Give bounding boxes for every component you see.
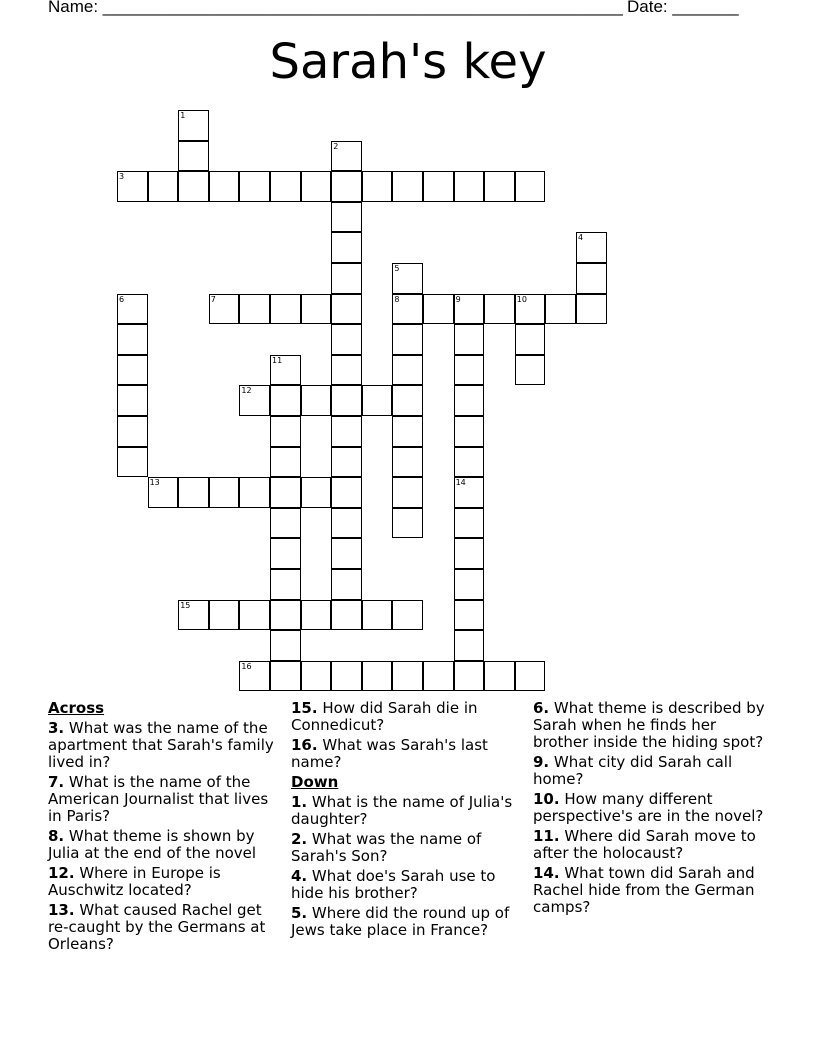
clue-number: 15 (180, 600, 191, 610)
grid-cell[interactable] (270, 508, 301, 539)
clue-text: What was the name of the apartment that Sarah's family lived in? (48, 719, 274, 771)
grid-cell[interactable] (331, 355, 362, 386)
clue-item (533, 754, 773, 788)
grid-cell[interactable] (362, 385, 393, 416)
grid-cell[interactable] (392, 324, 423, 355)
grid-cell[interactable] (178, 600, 209, 631)
clue-number: 11. (533, 827, 560, 845)
clue-number: 8. (48, 827, 65, 845)
grid-cell[interactable] (270, 294, 301, 325)
clue-text: What is the name of Julia's daughter? (291, 793, 513, 828)
grid-cell[interactable] (454, 355, 485, 386)
grid-cell[interactable] (484, 661, 515, 692)
clue-item (48, 720, 283, 771)
grid-cell[interactable] (239, 294, 270, 325)
grid-cell[interactable] (331, 416, 362, 447)
grid-cell[interactable] (178, 141, 209, 172)
grid-cell[interactable] (331, 202, 362, 233)
grid-cell[interactable] (270, 447, 301, 478)
grid-cell[interactable] (454, 600, 485, 631)
clue-item (291, 831, 526, 865)
clue-number: 6 (119, 294, 125, 304)
grid-cell[interactable] (392, 600, 423, 631)
clue-item (291, 700, 526, 734)
clue-number: 4. (291, 867, 308, 885)
grid-cell[interactable] (148, 171, 179, 202)
clue-number: 13. (48, 901, 75, 919)
grid-cell[interactable] (392, 171, 423, 202)
page-title: Sarah's key (269, 34, 547, 90)
clue-number: 9 (455, 294, 461, 304)
grid-cell[interactable] (301, 661, 332, 692)
clue-text: What was Sarah's last name? (291, 736, 488, 771)
grid-cell[interactable] (454, 324, 485, 355)
grid-cell[interactable] (239, 385, 270, 416)
clue-number: 9. (533, 753, 550, 771)
clue-text: What is the name of the American Journalist that lives in Paris? (48, 773, 269, 825)
clue-number: 2. (291, 830, 308, 848)
clue-number: 15. (291, 699, 318, 717)
clue-number: 5. (291, 904, 308, 922)
clue-number: 14. (533, 864, 560, 882)
grid-cell[interactable] (454, 538, 485, 569)
grid-cell[interactable] (301, 385, 332, 416)
grid-cell[interactable] (270, 538, 301, 569)
grid-cell[interactable] (484, 294, 515, 325)
clue-number: 11 (272, 355, 283, 365)
grid-cell[interactable] (454, 477, 485, 508)
name-field[interactable]: Name: _______________________________________________________ (48, 0, 623, 16)
grid-cell[interactable] (392, 508, 423, 539)
grid-cell[interactable] (331, 447, 362, 478)
grid-cell[interactable] (270, 416, 301, 447)
grid-cell[interactable] (423, 171, 454, 202)
grid-cell[interactable] (545, 294, 576, 325)
grid-cell[interactable] (392, 477, 423, 508)
clue-item (48, 902, 283, 953)
grid-cell[interactable] (576, 294, 607, 325)
clue-number: 7. (48, 773, 65, 791)
clue-text: What theme is shown by Julia at the end of the novel (48, 827, 257, 862)
grid-cell[interactable] (270, 385, 301, 416)
grid-cell[interactable] (178, 171, 209, 202)
clue-item (291, 868, 526, 902)
clue-text: Where in Europe is Auschwitz located? (48, 864, 221, 899)
grid-cell[interactable] (117, 355, 148, 386)
grid-cell[interactable] (209, 171, 240, 202)
clue-number: 10. (533, 790, 560, 808)
grid-cell[interactable] (301, 477, 332, 508)
clue-item (48, 774, 283, 825)
grid-cell[interactable] (270, 355, 301, 386)
clue-number: 14 (455, 478, 466, 488)
grid-cell[interactable] (331, 508, 362, 539)
clue-number: 3 (119, 172, 125, 182)
grid-cell[interactable] (331, 263, 362, 294)
date-field[interactable]: Date: _______ (627, 0, 739, 16)
clue-text: How many different perspective's are in the novel? (533, 790, 764, 825)
grid-cell[interactable] (362, 171, 393, 202)
grid-cell[interactable] (515, 294, 546, 325)
grid-cell[interactable] (423, 661, 454, 692)
grid-cell[interactable] (331, 171, 362, 202)
grid-cell[interactable] (392, 294, 423, 325)
grid-cell[interactable] (239, 171, 270, 202)
grid-cell[interactable] (117, 385, 148, 416)
grid-cell[interactable] (270, 171, 301, 202)
grid-cell[interactable] (484, 171, 515, 202)
grid-cell[interactable] (331, 538, 362, 569)
grid-cell[interactable] (454, 508, 485, 539)
grid-cell[interactable] (178, 110, 209, 141)
grid-cell[interactable] (454, 569, 485, 600)
grid-cell[interactable] (239, 477, 270, 508)
grid-cell[interactable] (392, 661, 423, 692)
grid-cell[interactable] (331, 385, 362, 416)
grid-cell[interactable] (392, 263, 423, 294)
clue-item (533, 700, 773, 751)
grid-cell[interactable] (270, 569, 301, 600)
clue-item (533, 828, 773, 862)
clue-number: 5 (394, 264, 400, 273)
grid-cell[interactable] (301, 294, 332, 325)
grid-cell[interactable] (331, 324, 362, 355)
grid-cell[interactable] (515, 324, 546, 355)
grid-cell[interactable] (576, 232, 607, 263)
clue-text: What doe's Sarah use to hide his brother? (291, 867, 496, 902)
clue-item (291, 794, 526, 828)
grid-cell[interactable] (117, 171, 148, 202)
clue-text: Where did Sarah move to after the holocaust? (533, 827, 756, 862)
clues-column-2 (291, 700, 526, 942)
grid-cell[interactable] (362, 600, 393, 631)
grid-cell[interactable] (209, 477, 240, 508)
grid-cell[interactable] (301, 600, 332, 631)
grid-cell[interactable] (270, 600, 301, 631)
grid-cell[interactable] (331, 141, 362, 172)
clue-number: 2 (333, 141, 339, 151)
grid-cell[interactable] (301, 171, 332, 202)
grid-cell[interactable] (270, 661, 301, 692)
grid-cell[interactable] (270, 477, 301, 508)
grid-cell[interactable] (270, 630, 301, 661)
clue-number: 1. (291, 793, 308, 811)
clue-item (533, 791, 773, 825)
clue-item (291, 905, 526, 939)
clue-number: 13 (149, 478, 160, 488)
grid-cell[interactable] (331, 661, 362, 692)
grid-cell[interactable] (423, 294, 454, 325)
grid-cell[interactable] (117, 324, 148, 355)
clue-text: What theme is described by Sarah when he finds her brother inside the hiding spot? (533, 699, 765, 751)
grid-cell[interactable] (117, 416, 148, 447)
clue-text: What city did Sarah call home? (533, 753, 733, 788)
grid-cell[interactable] (454, 447, 485, 478)
clue-number: 3. (48, 719, 65, 737)
grid-cell[interactable] (454, 294, 485, 325)
grid-cell[interactable] (239, 600, 270, 631)
grid-cell[interactable] (392, 416, 423, 447)
grid-cell[interactable] (331, 569, 362, 600)
clue-number: 8 (394, 294, 400, 304)
clue-number: 16. (291, 736, 318, 754)
grid-cell[interactable] (178, 477, 209, 508)
grid-cell[interactable] (209, 600, 240, 631)
clue-number: 4 (578, 233, 584, 243)
clue-number: 12 (241, 386, 252, 396)
clue-item (291, 737, 526, 771)
clue-number: 7 (210, 294, 216, 304)
grid-cell[interactable] (331, 294, 362, 325)
grid-cell[interactable] (454, 630, 485, 661)
clue-number: 10 (516, 294, 527, 304)
grid-cell[interactable] (362, 661, 393, 692)
grid-cell[interactable] (117, 447, 148, 478)
clue-number: 16 (241, 661, 252, 671)
grid-cell[interactable] (454, 171, 485, 202)
clue-item (48, 865, 283, 899)
grid-cell[interactable] (331, 477, 362, 508)
clue-text: What was the name of Sarah's Son? (291, 830, 482, 865)
clue-text: Where did the round up of Jews take place in France? (291, 904, 510, 939)
grid-cell[interactable] (209, 294, 240, 325)
grid-cell[interactable] (239, 661, 270, 692)
grid-cell[interactable] (576, 263, 607, 294)
grid-cell[interactable] (148, 477, 179, 508)
grid-cell[interactable] (454, 661, 485, 692)
clue-number: 6. (533, 699, 550, 717)
clue-item (48, 828, 283, 862)
clue-text: What caused Rachel get re-caught by the Germans at Orleans? (48, 901, 266, 953)
grid-cell[interactable] (515, 171, 546, 202)
clue-text: How did Sarah die in Connedicut? (291, 699, 478, 734)
grid-cell[interactable] (392, 355, 423, 386)
clues-column-3 (533, 700, 773, 919)
grid-cell[interactable] (117, 294, 148, 325)
grid-cell[interactable] (515, 355, 546, 386)
grid-cell[interactable] (392, 385, 423, 416)
clues-column-1 (48, 700, 283, 956)
clue-text: What town did Sarah and Rachel hide from the German camps? (533, 864, 755, 916)
grid-cell[interactable] (454, 416, 485, 447)
clue-number: 12. (48, 864, 75, 882)
down-heading: Down (291, 773, 339, 791)
grid-cell[interactable] (454, 385, 485, 416)
grid-cell[interactable] (331, 600, 362, 631)
grid-cell[interactable] (515, 661, 546, 692)
across-heading: Across (48, 699, 105, 717)
grid-cell[interactable] (392, 447, 423, 478)
clue-number: 1 (180, 111, 186, 120)
clue-item (533, 865, 773, 916)
grid-cell[interactable] (331, 232, 362, 263)
